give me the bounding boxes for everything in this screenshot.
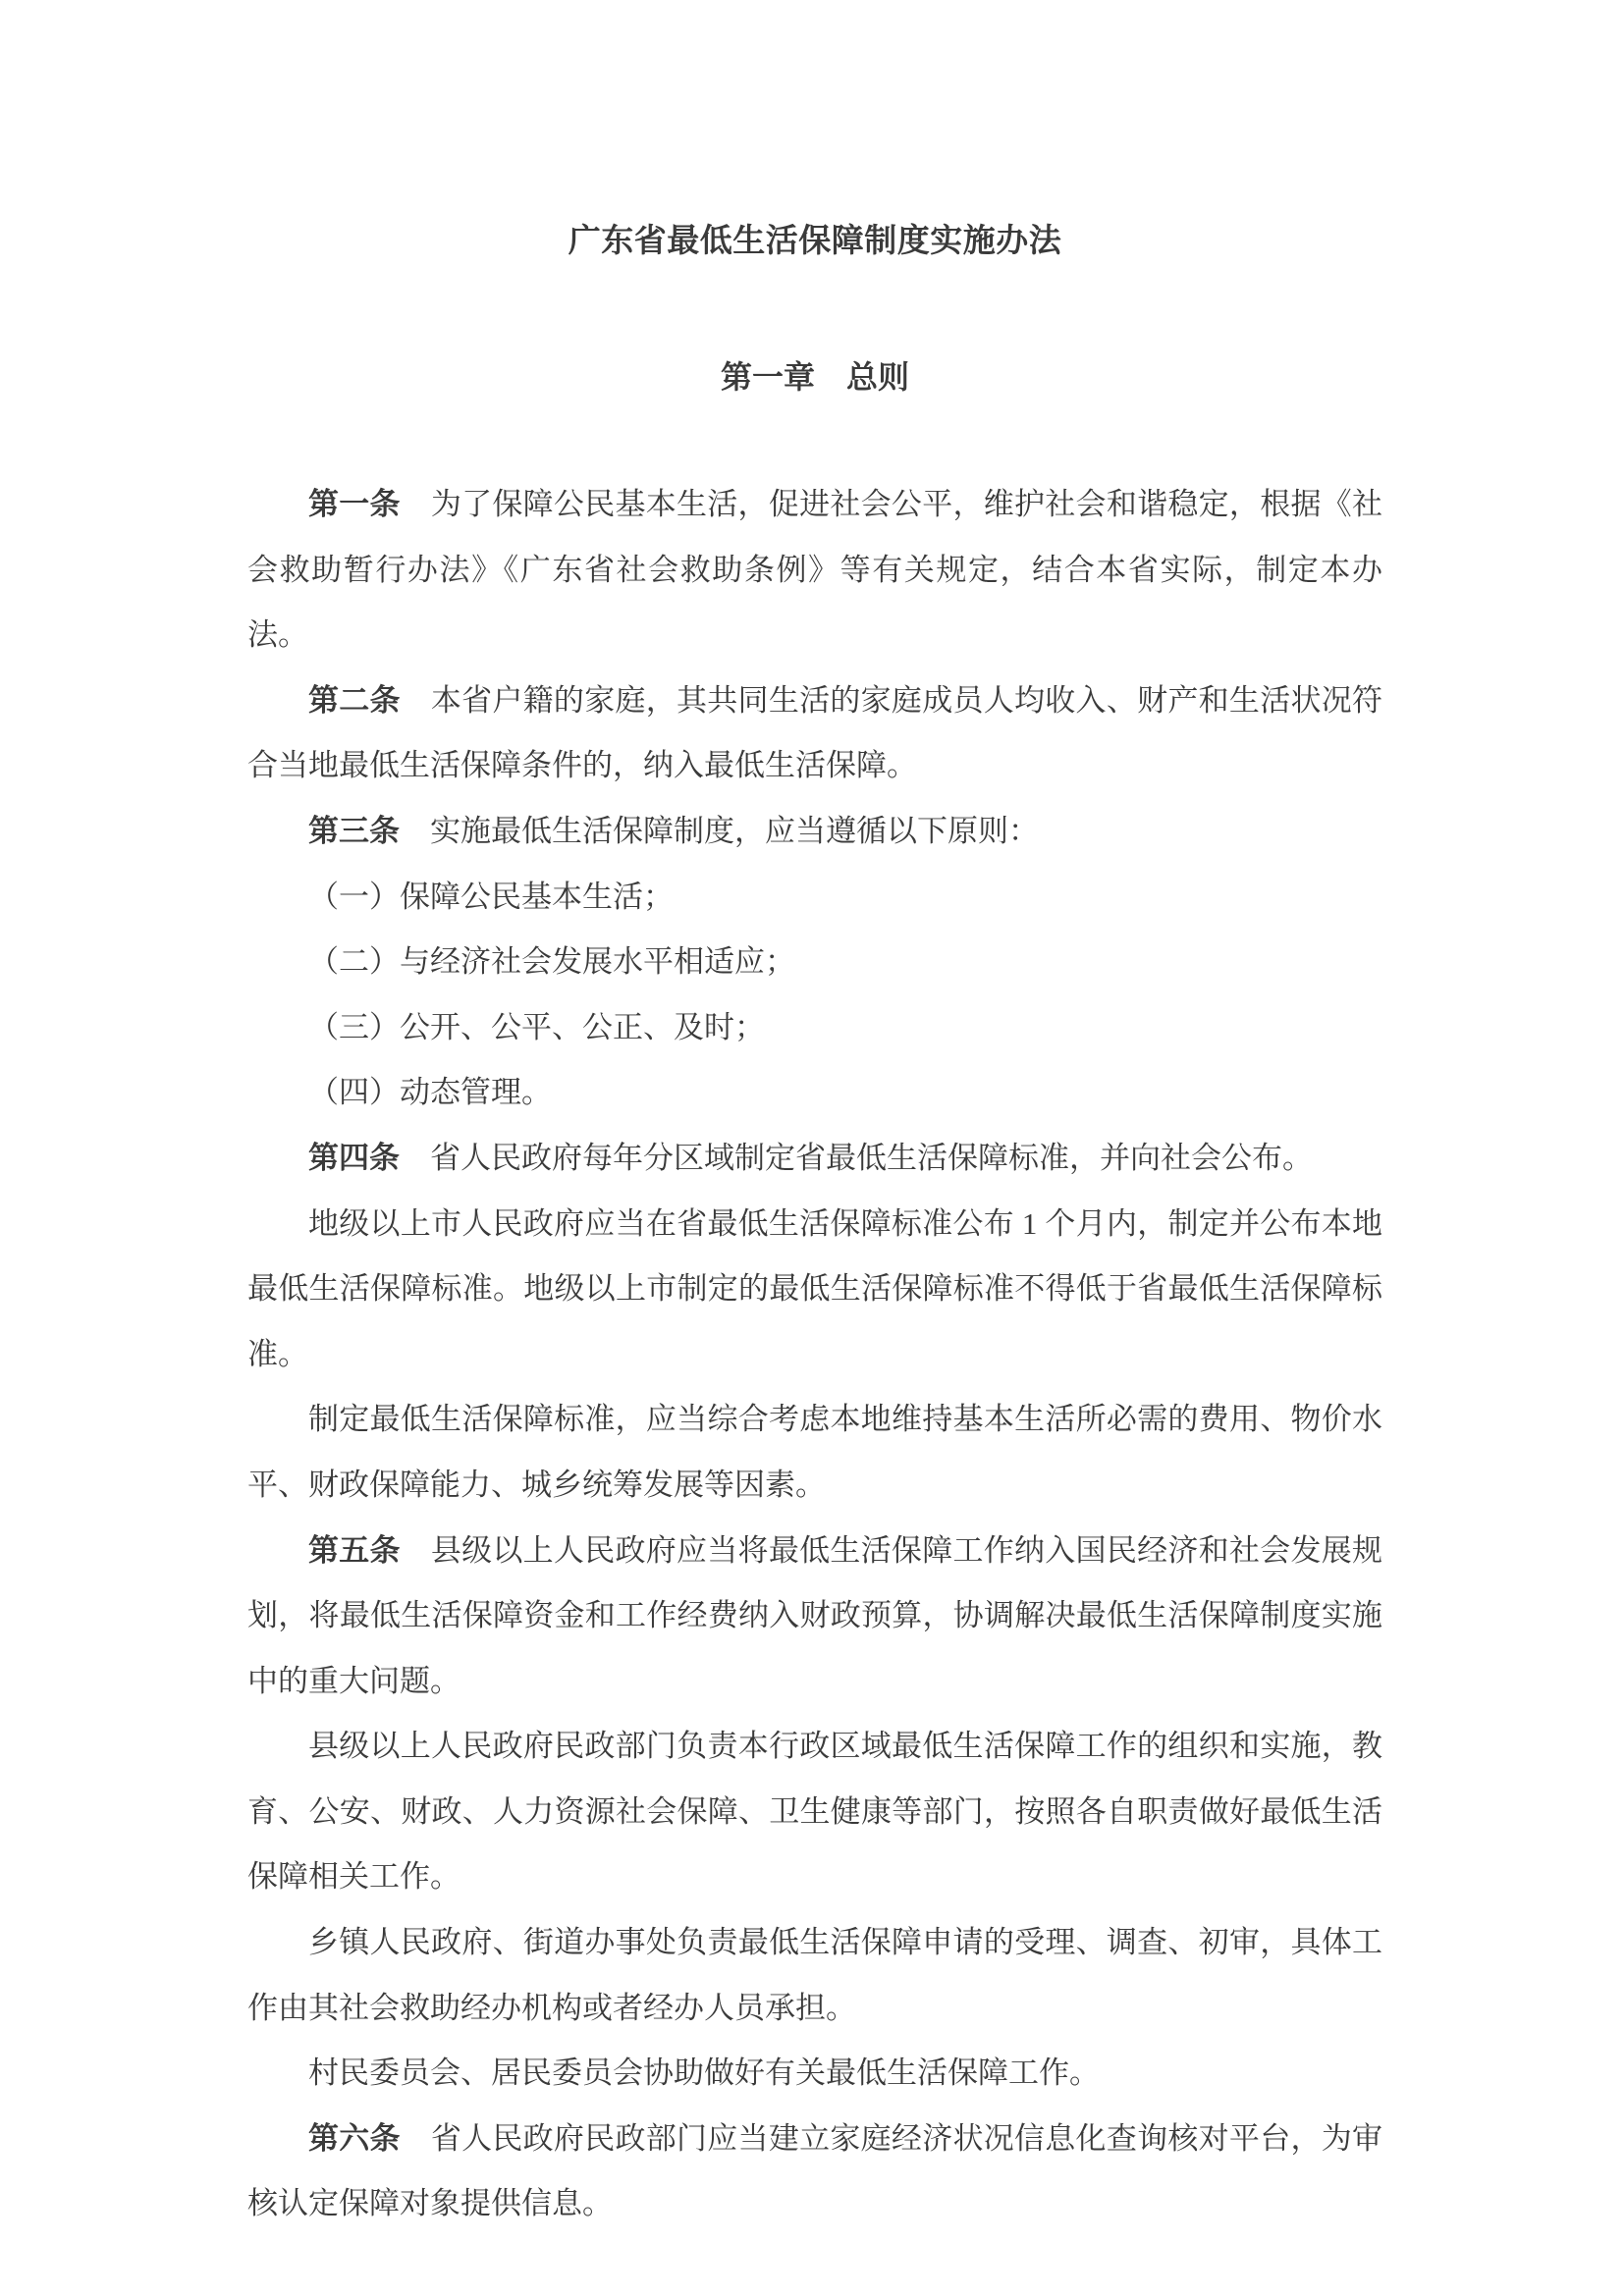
chapter-heading: 第一章 总则: [720, 359, 909, 395]
article-number: 第三条: [308, 813, 400, 848]
paragraph-text: （三）公开、公平、公正、及时；: [308, 1009, 765, 1044]
paragraph: [247, 1060, 1382, 1126]
paragraph-text: 本省户籍的家庭，其共同生活的家庭成员人均收入、财产和生活状况符合当地最低生活保障条件的，纳入最低生活保障。: [247, 682, 1383, 783]
paragraph-text: 为了保障公民基本生活，促进社会公平，维护社会和谐稳定，根据《社会救助暂行办法》《广东省社会救助条例》等有关规定，结合本省实际，制定本办法。: [247, 487, 1383, 653]
paragraph: [247, 1714, 1382, 1910]
document-title: 广东省最低生活保障制度实施办法: [568, 224, 1062, 259]
paragraph: [247, 1126, 1382, 1192]
paragraph-text: （一）保障公民基本生活；: [308, 879, 674, 914]
paragraph-text: 县级以上人民政府民政部门负责本行政区域最低生活保障工作的组织和实施，教育、公安、财政、人力资源社会保障、卫生健康等部门，按照各自职责做好最低生活保障相关工作。: [247, 1729, 1382, 1895]
paragraph-text: 制定最低生活保障标准，应当综合考虑本地维持基本生活所必需的费用、物价水平、财政保障能力、城乡统筹发展等因素。: [247, 1402, 1382, 1502]
paragraph-text: 实施最低生活保障制度，应当遵循以下原则：: [430, 813, 1039, 848]
article-number: 第五条: [308, 1532, 401, 1568]
paragraph: [247, 1387, 1382, 1518]
article-number: 第四条: [308, 1140, 400, 1175]
paragraph-text: 地级以上市人民政府应当在省最低生活保障标准公布 1 个月内，制定并公布本地最低生活保障标准。地级以上市制定的最低生活保障标准不得低于省最低生活保障标准。: [247, 1205, 1382, 1371]
paragraph: [247, 865, 1382, 931]
paragraph: [247, 930, 1382, 995]
document-body: [247, 472, 1382, 2237]
paragraph-text: 县级以上人民政府应当将最低生活保障工作纳入国民经济和社会发展规划，将最低生活保障资金和工作经费纳入财政预算，协调解决最低生活保障制度实施中的重大问题。: [247, 1532, 1383, 1698]
paragraph: [247, 995, 1382, 1061]
article-number: 第一条: [308, 487, 401, 521]
paragraph-text: 村民委员会、居民委员会协助做好有关最低生活保障工作。: [308, 2056, 1100, 2091]
paragraph-text: 省人民政府民政部门应当建立家庭经济状况信息化查询核对平台，为审核认定保障对象提供信息。: [247, 2120, 1383, 2221]
paragraph: [247, 1910, 1382, 2041]
article-number: 第六条: [308, 2120, 401, 2156]
paragraph: [247, 2041, 1382, 2107]
paragraph-text: （二）与经济社会发展水平相适应；: [308, 944, 795, 980]
paragraph: [247, 1192, 1382, 1388]
paragraph: [247, 1519, 1382, 1715]
article-number: 第二条: [308, 682, 401, 718]
paragraph: [247, 472, 1382, 668]
paragraph-text: 乡镇人民政府、街道办事处负责最低生活保障申请的受理、调查、初审，具体工作由其社会救助经办机构或者经办人员承担。: [247, 1925, 1382, 2025]
paragraph: [247, 799, 1382, 865]
paragraph: [247, 668, 1382, 799]
paragraph: [247, 2107, 1382, 2237]
paragraph-text: 省人民政府每年分区域制定省最低生活保障标准，并向社会公布。: [430, 1140, 1313, 1175]
paragraph-text: （四）动态管理。: [308, 1075, 552, 1110]
